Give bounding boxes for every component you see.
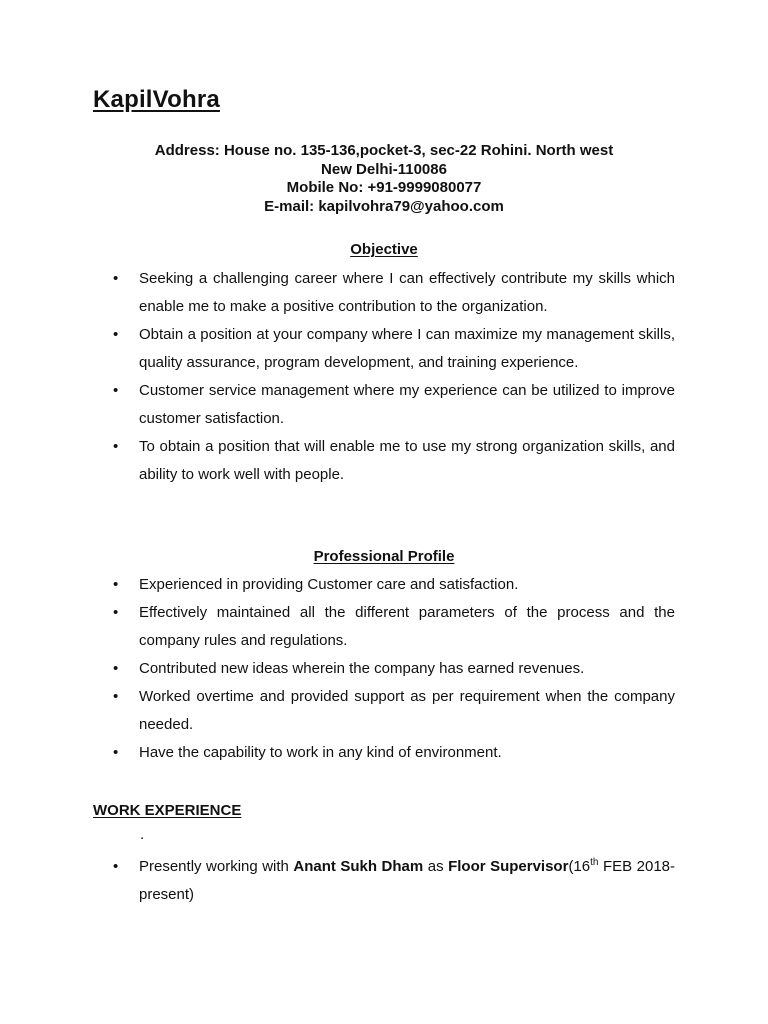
objective-list [112, 265, 675, 489]
job-role: Floor Supervisor [448, 858, 569, 875]
bullet-icon: • [113, 382, 119, 399]
list-item: • Effectively maintained all the different parameters of the process and the company rules and regulations. [112, 599, 675, 655]
address-line-2: New Delhi-110086 [321, 160, 447, 178]
objective-heading: Objective [350, 241, 418, 258]
bullet-icon: • [113, 744, 119, 761]
profile-list [112, 571, 675, 767]
list-item: • Customer service management where my experience can be utilized to improve customer satisfaction. [112, 377, 675, 433]
bullet-icon: • [113, 688, 119, 705]
list-item: • Worked overtime and provided support as per requirement when the company needed. [112, 683, 675, 739]
work-list [112, 853, 675, 909]
candidate-name: KapilVohra [93, 86, 220, 113]
date-range: FEB 2018-present) [139, 858, 675, 903]
work-experience-heading: WORK EXPERIENCE [93, 802, 242, 819]
bullet-icon: • [113, 270, 119, 287]
list-item: • Obtain a position at your company where I can maximize my management skills, quality assurance, program development, and training experience. [112, 321, 675, 377]
address-line-1: Address: House no. 135-136,pocket-3, sec-22 Rohini. North west [154, 142, 614, 159]
list-item: • Have the capability to work in any kind of environment. [112, 739, 675, 767]
list-item: • To obtain a position that will enable me to use my strong organization skills, and ability to work well with people. [112, 433, 675, 489]
list-item: • Contributed new ideas wherein the company has earned revenues. [112, 655, 675, 683]
date-suffix: th [590, 857, 599, 868]
email-address: E-mail: kapilvohra79@yahoo.com [264, 197, 504, 215]
bullet-icon: • [113, 326, 119, 343]
list-item: • Seeking a challenging career where I can effectively contribute my skills which enable me to make a positive contribution to the organization. [112, 265, 675, 321]
bullet-icon: • [113, 660, 119, 677]
list-item: • Experienced in providing Customer care and satisfaction. [112, 571, 675, 599]
company-name: Anant Sukh Dham [293, 858, 424, 875]
stray-dot: . [140, 826, 145, 843]
professional-profile-heading: Professional Profile [313, 548, 455, 565]
bullet-icon: • [113, 438, 119, 455]
mobile-number: Mobile No: +91-9999080077 [286, 179, 482, 196]
bullet-icon: • [113, 858, 119, 875]
bullet-icon: • [113, 604, 119, 621]
bullet-icon: • [113, 576, 119, 593]
work-prefix: Presently working with [139, 858, 294, 875]
list-item: • Presently working with Anant Sukh Dham as Floor Supervisor(16th FEB 2018-present) [112, 853, 675, 909]
contact-block [93, 142, 675, 216]
